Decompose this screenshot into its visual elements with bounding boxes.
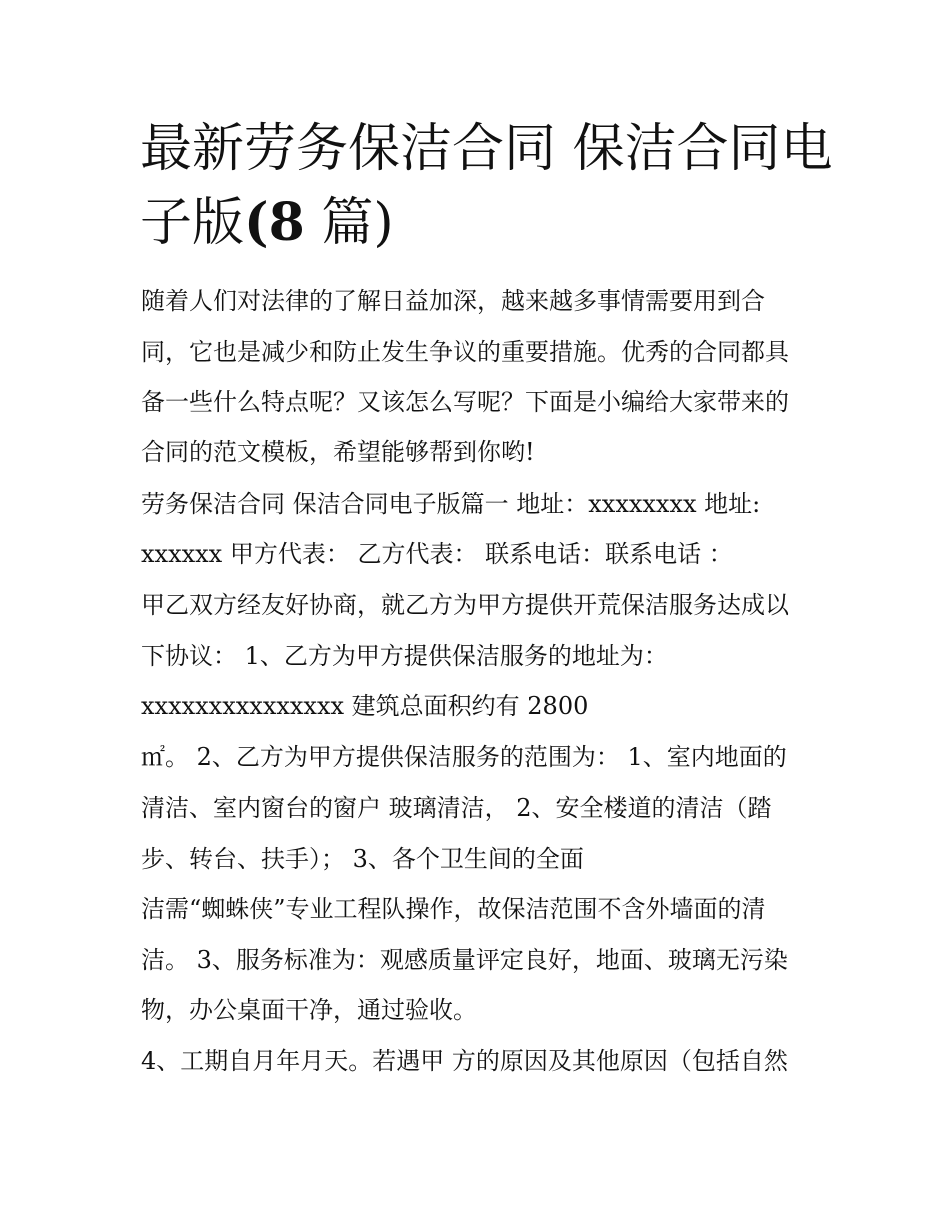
body-line-6: xxxxxx 甲方代表： 乙方代表： 联系电话：联系电话 ： xyxy=(141,540,733,568)
body-line-2: 同，它也是减少和防止发生争议的重要措施。优秀的合同都具 xyxy=(141,338,789,366)
body-line-10: ㎡。 2、乙方为甲方提供保洁服务的范围为： 1、室内地面的 xyxy=(141,743,787,771)
body-line-7: 甲乙双方经友好协商，就乙方为甲方提供开荒保洁服务达成以 xyxy=(141,591,789,619)
title-text-2a: 子版 xyxy=(140,193,245,253)
title-text-1: 最新劳务保洁合同 保洁合同电 xyxy=(140,119,833,179)
title-text-2b: (8 xyxy=(244,192,305,253)
body-line-11: 清洁、室内窗台的窗户 玻璃清洁， 2、安全楼道的清洁（踏 xyxy=(141,794,772,822)
body-line-8: 下协议： 1、乙方为甲方提供保洁服务的地址为： xyxy=(141,642,668,670)
body-line-3: 备一些什么特点呢？又该怎么写呢？下面是小编给大家带来的 xyxy=(141,388,789,416)
body-line-13: 洁需“蜘蛛侠”专业工程队操作，故保洁范围不含外墙面的清 xyxy=(141,895,766,923)
body-line-15: 物，办公桌面干净，通过验收。 xyxy=(141,996,477,1024)
title-text-2c: 篇) xyxy=(304,193,394,253)
title-line-2 xyxy=(140,186,840,260)
body-line-9: xxxxxxxxxxxxxxx 建筑总面积约有 2800 xyxy=(141,692,589,720)
body-line-1: 随着人们对法律的了解日益加深，越来越多事情需要用到合 xyxy=(141,287,765,315)
body-line-16: 4、工期自月年月天。若遇甲 方的原因及其他原因（包括自然 xyxy=(141,1047,788,1075)
body-line-4: 合同的范文模板，希望能够帮到你哟! xyxy=(141,438,535,466)
body-line-12: 步、转台、扶手）； 3、各个卫生间的全面 xyxy=(141,845,584,873)
title-line-1 xyxy=(140,112,840,186)
body-line-14: 洁。 3、服务标准为：观感质量评定良好，地面、玻璃无污染 xyxy=(141,946,788,974)
body-line-5: 劳务保洁合同 保洁合同电子版篇一 地址：xxxxxxxx 地址: xyxy=(141,490,761,518)
